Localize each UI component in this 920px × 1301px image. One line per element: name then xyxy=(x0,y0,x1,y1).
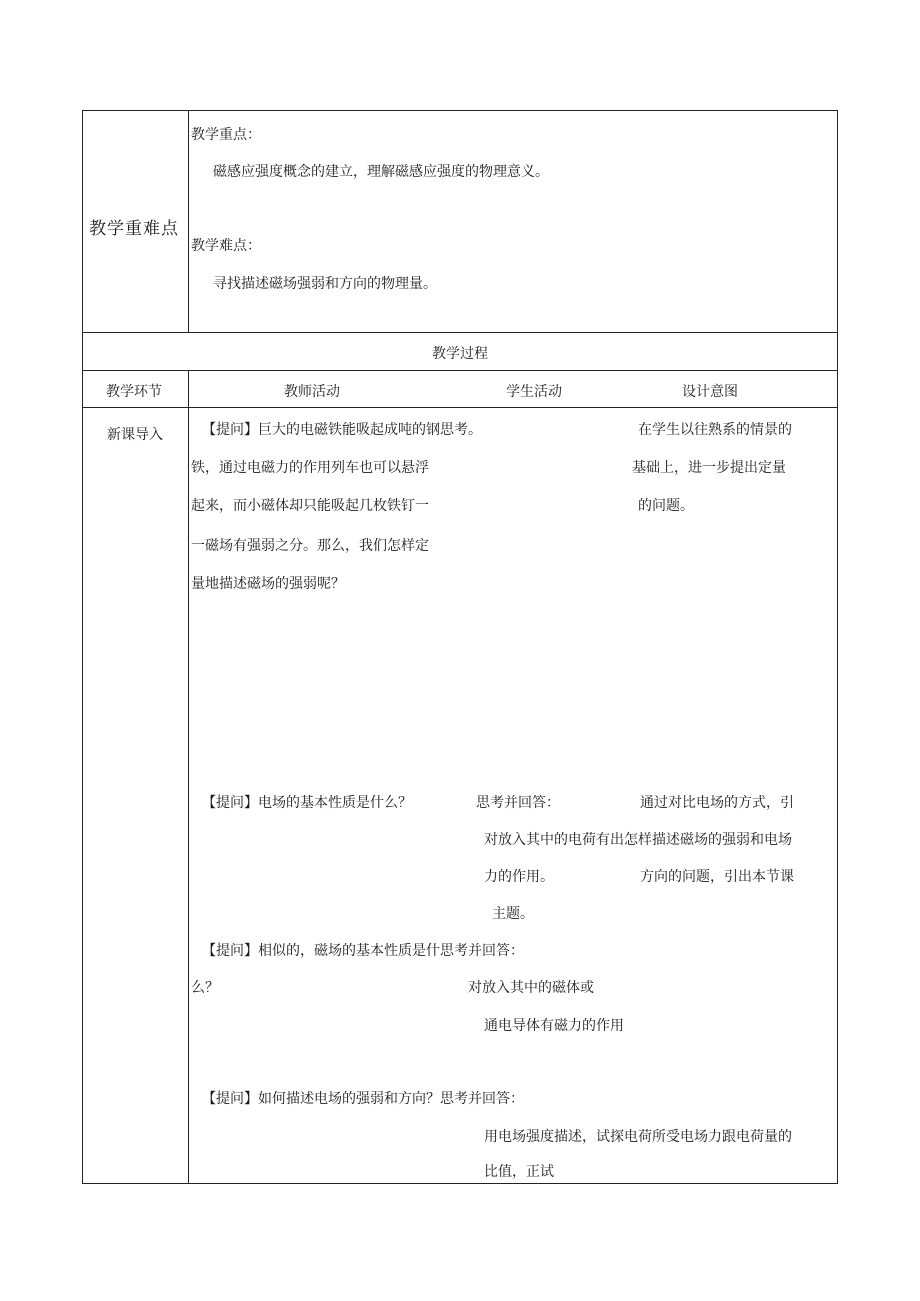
header-teacher: 教师活动 xyxy=(284,384,340,400)
block3-teacher-line2: 么？ xyxy=(191,980,219,996)
key-difficulty-label: 教学重难点 xyxy=(89,219,179,239)
block1-teacher-line4: 一磁场有强弱之分。那么，我们怎样定 xyxy=(191,538,429,554)
block2-student-line3: 力的作用。 xyxy=(484,869,554,885)
block2-student-line1: 思考并回答： xyxy=(476,795,560,811)
border-row1 xyxy=(82,332,838,333)
block2-student-line4: 主题。 xyxy=(492,906,534,922)
border-row2 xyxy=(82,370,838,371)
difficulty-text: 寻找描述磁场强弱和方向的物理量。 xyxy=(213,276,437,292)
block1-teacher-line2: 铁，通过电磁力的作用列车也可以悬浮 xyxy=(191,460,429,476)
block4-teacher: 【提问】如何描述电场的强弱和方向？思考并回答： xyxy=(202,1091,524,1107)
stage-label: 新课导入 xyxy=(107,427,163,443)
block2-student-line2: 对放入其中的电荷有出怎样描述磁场的强弱和电场 xyxy=(484,832,792,848)
block3-teacher-line1: 【提问】相似的，磁场的基本性质是什思考并回答： xyxy=(202,943,524,959)
block3-student-line2: 通电导体有磁力的作用 xyxy=(484,1018,624,1034)
border-right xyxy=(837,110,838,1184)
border-col-body xyxy=(188,370,189,1184)
header-student: 学生活动 xyxy=(506,384,562,400)
header-intent: 设计意图 xyxy=(682,384,738,400)
difficulty-heading: 教学难点： xyxy=(191,238,261,254)
block2-teacher: 【提问】电场的基本性质是什么？ xyxy=(202,795,412,811)
key-point-text: 磁感应强度概念的建立，理解磁感应强度的物理意义。 xyxy=(213,164,549,180)
block1-intent-line1: 在学生以往熟系的情景的 xyxy=(638,422,792,438)
block1-teacher-line1: 【提问】巨大的电磁铁能吸起成吨的钢思考。 xyxy=(202,422,482,438)
block3-student-line1: 对放入其中的磁体或 xyxy=(468,980,594,996)
block2-intent-line1: 通过对比电场的方式，引 xyxy=(640,795,794,811)
block1-teacher-line5: 量地描述磁场的强弱呢？ xyxy=(191,576,345,592)
border-col-top xyxy=(188,110,189,333)
block4-student-line2: 比值，正试 xyxy=(484,1164,554,1180)
process-title: 教学过程 xyxy=(432,346,488,362)
block1-intent-line3: 的问题。 xyxy=(638,498,694,514)
border-left xyxy=(82,110,83,1184)
block4-student-line1: 用电场强度描述，试探电荷所受电场力跟电荷量的 xyxy=(484,1129,792,1145)
border-top xyxy=(82,110,838,111)
block2-intent-line2: 方向的问题，引出本节课 xyxy=(640,869,794,885)
block1-teacher-line3: 起来，而小磁体却只能吸起几枚铁钉一 xyxy=(191,498,429,514)
border-bottom xyxy=(82,1183,838,1184)
block1-intent-line2: 基础上，进一步提出定量 xyxy=(632,460,786,476)
border-row3 xyxy=(82,407,838,408)
key-point-heading: 教学重点： xyxy=(191,127,261,143)
header-stage: 教学环节 xyxy=(106,384,162,400)
